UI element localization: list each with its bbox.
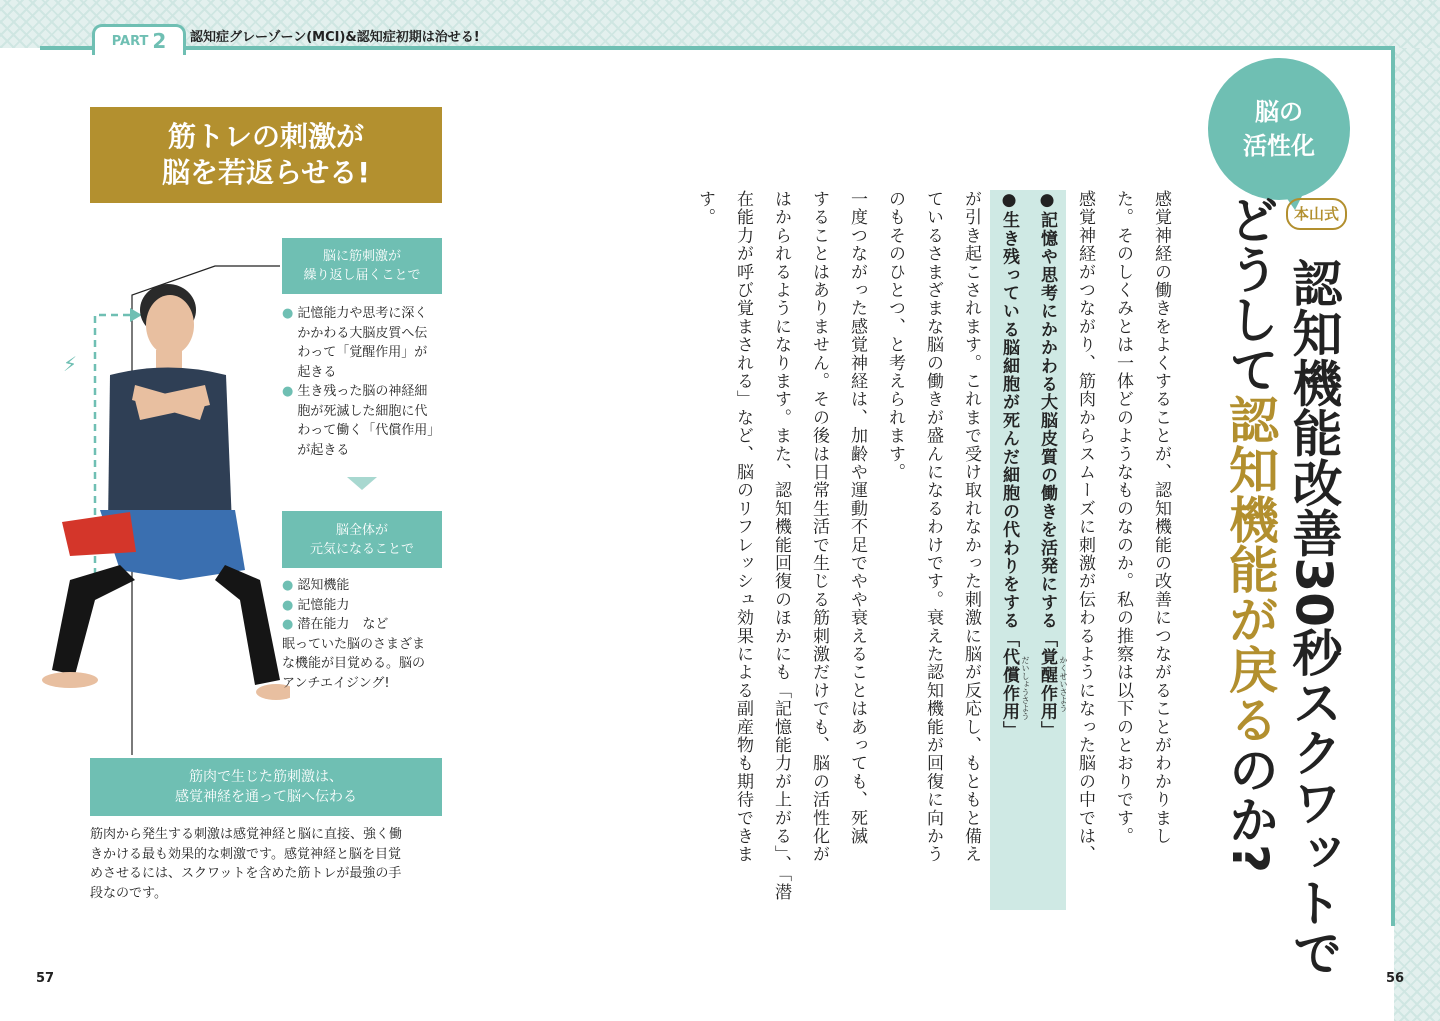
box1-line2: 繰り返し届くことで <box>303 268 421 283</box>
bottom-text-line: めさせるには、スクワットを含めた筋トレが最強の手 <box>90 866 402 881</box>
circle-line2: 活性化 <box>1243 132 1315 160</box>
box1-bullet <box>282 382 446 460</box>
bullet-icon: ● <box>282 578 294 593</box>
title-column-1 <box>1280 194 1347 978</box>
body-line: す。 <box>695 190 715 227</box>
bullet-line: 記憶能力や思考に深く <box>297 306 428 321</box>
body-line: た。そのしくみとは一体どのようなものなのか。私の推察は以下のとおりです。 <box>1113 190 1133 846</box>
banner-line2: 脳を若返らせる! <box>162 156 370 189</box>
title-plain2: のか? <box>1221 744 1279 874</box>
squat-person-illustration <box>40 280 290 730</box>
bullet-icon: ● <box>282 597 294 613</box>
body-line-emphasis: ●生き残っている脳細胞が死んだ細胞の代わりをする「代償作用」 <box>990 190 1028 910</box>
box1-bullets <box>282 304 446 460</box>
box-repeated-stimulus <box>282 238 442 294</box>
box2-after-line: 眠っていた脳のさまざま <box>282 636 426 652</box>
title-column-2 <box>1218 194 1282 924</box>
body-line: が引き起こされます。これまで受け取れなかった刺激に脳が反応し、もともと備え <box>961 190 981 864</box>
box2-line2: 元気になることで <box>309 541 414 557</box>
bullet-line: 胞が死滅した細胞に代 <box>297 403 428 419</box>
box2-line1: 脳全体が <box>335 522 388 538</box>
bullet-text: 潜在能力 など <box>297 617 389 632</box>
page-number-right: 56 <box>1386 971 1405 986</box>
bottom-text-line: きかける最も効果的な刺激です。感覚神経と脳を目覚 <box>90 846 401 862</box>
body-line: 感覚神経の働きをよくすることが、認知機能の改善につながることがわかりまし <box>1151 190 1171 846</box>
body-line: 在能力が呼び覚まされる」など、脳のリフレッシュ効果による副産物も期待できま <box>733 190 753 864</box>
body-line: ているさまざまな脳の働きが盛んになるわけです。衰えた認知機能が回復に向かう <box>923 190 943 864</box>
box2-after-line: な機能が目覚める。脳の <box>282 656 426 671</box>
circle-line1: 脳の <box>1255 98 1303 126</box>
title-highlight: 認知機能が戻る <box>1221 394 1279 744</box>
bullet-line: 起きる <box>297 364 337 380</box>
bottom-box-line1: 筋肉で生じた筋刺激は、 <box>189 769 343 785</box>
page-number-left: 57 <box>36 971 55 986</box>
box2-content <box>282 576 446 693</box>
part-number: 2 <box>152 29 167 53</box>
spark-icon: ⚡ <box>63 352 78 376</box>
body-text <box>540 190 1180 910</box>
box-sensory-nerve <box>90 758 442 816</box>
body-line: 感覚神経がつながり、筋肉からスムーズに刺激が伝わるようになった脳の中では、 <box>1075 190 1095 864</box>
box2-after-line: アンチエイジング! <box>282 675 390 691</box>
bullet-line: 生き残った脳の神経細 <box>297 384 428 399</box>
bullet-text: 記憶能力 <box>297 597 350 613</box>
bottom-text-line: 段なのです。 <box>90 885 167 901</box>
bottom-text <box>90 825 446 903</box>
bullet-text: 認知機能 <box>297 578 350 593</box>
bullet-icon: ● <box>282 306 294 321</box>
bottom-text-line: 筋肉から発生する刺激は感覚神経と脳に直接、強く働 <box>90 827 403 842</box>
running-title: 認知症グレーゾーン(MCI)&認知症初期は治せる! <box>190 30 480 45</box>
bullet-icon: ● <box>282 617 294 632</box>
box2-bullet <box>282 615 446 635</box>
ruby-daisho: だいしょうさよう <box>1021 656 1030 720</box>
box-whole-brain <box>282 511 442 568</box>
body-line: 一度つながった感覚神経は、加齢や運動不足でやや衰えることはあっても、死滅 <box>847 190 867 846</box>
body-line-emphasis: ●記憶や思考にかかわる大脳皮質の働きを活発にする「覚醒作用」 <box>1028 190 1066 910</box>
ruby-kakusei: かくせいさよう <box>1059 656 1068 712</box>
motoyama-badge: 本山式 <box>1286 198 1347 230</box>
bottom-box-line2: 感覚神経を通って脳へ伝わる <box>175 789 357 805</box>
bullet-line: が起きる <box>297 442 350 458</box>
title-plain1: どうして <box>1221 194 1279 394</box>
title-main: 認知機能改善30秒スクワットで <box>1284 257 1343 978</box>
body-line: のもそのひとつ、と考えられます。 <box>885 190 905 482</box>
body-line: はかられるようになります。また、認知機能回復のほかにも「記憶能力が上がる」、「潜 <box>771 190 791 901</box>
banner-line1: 筋トレの刺激が <box>167 120 364 153</box>
bullet-line: わって「覚醒作用」が <box>297 345 428 360</box>
bullet-icon: ● <box>282 384 294 399</box>
body-line: することはありません。その後は日常生活で生じる筋刺激だけでも、脳の活性化が <box>809 190 829 864</box>
part-prefix: PART <box>111 33 149 49</box>
bullet-line: わって働く「代償作用」 <box>297 423 441 438</box>
bullet-line: かかわる大脳皮質へ伝 <box>297 325 428 341</box>
box2-bullet <box>282 596 446 616</box>
box2-bullet <box>282 576 446 596</box>
box1-bullet <box>282 304 446 382</box>
box1-line1: 脳に筋刺激が <box>322 249 401 264</box>
